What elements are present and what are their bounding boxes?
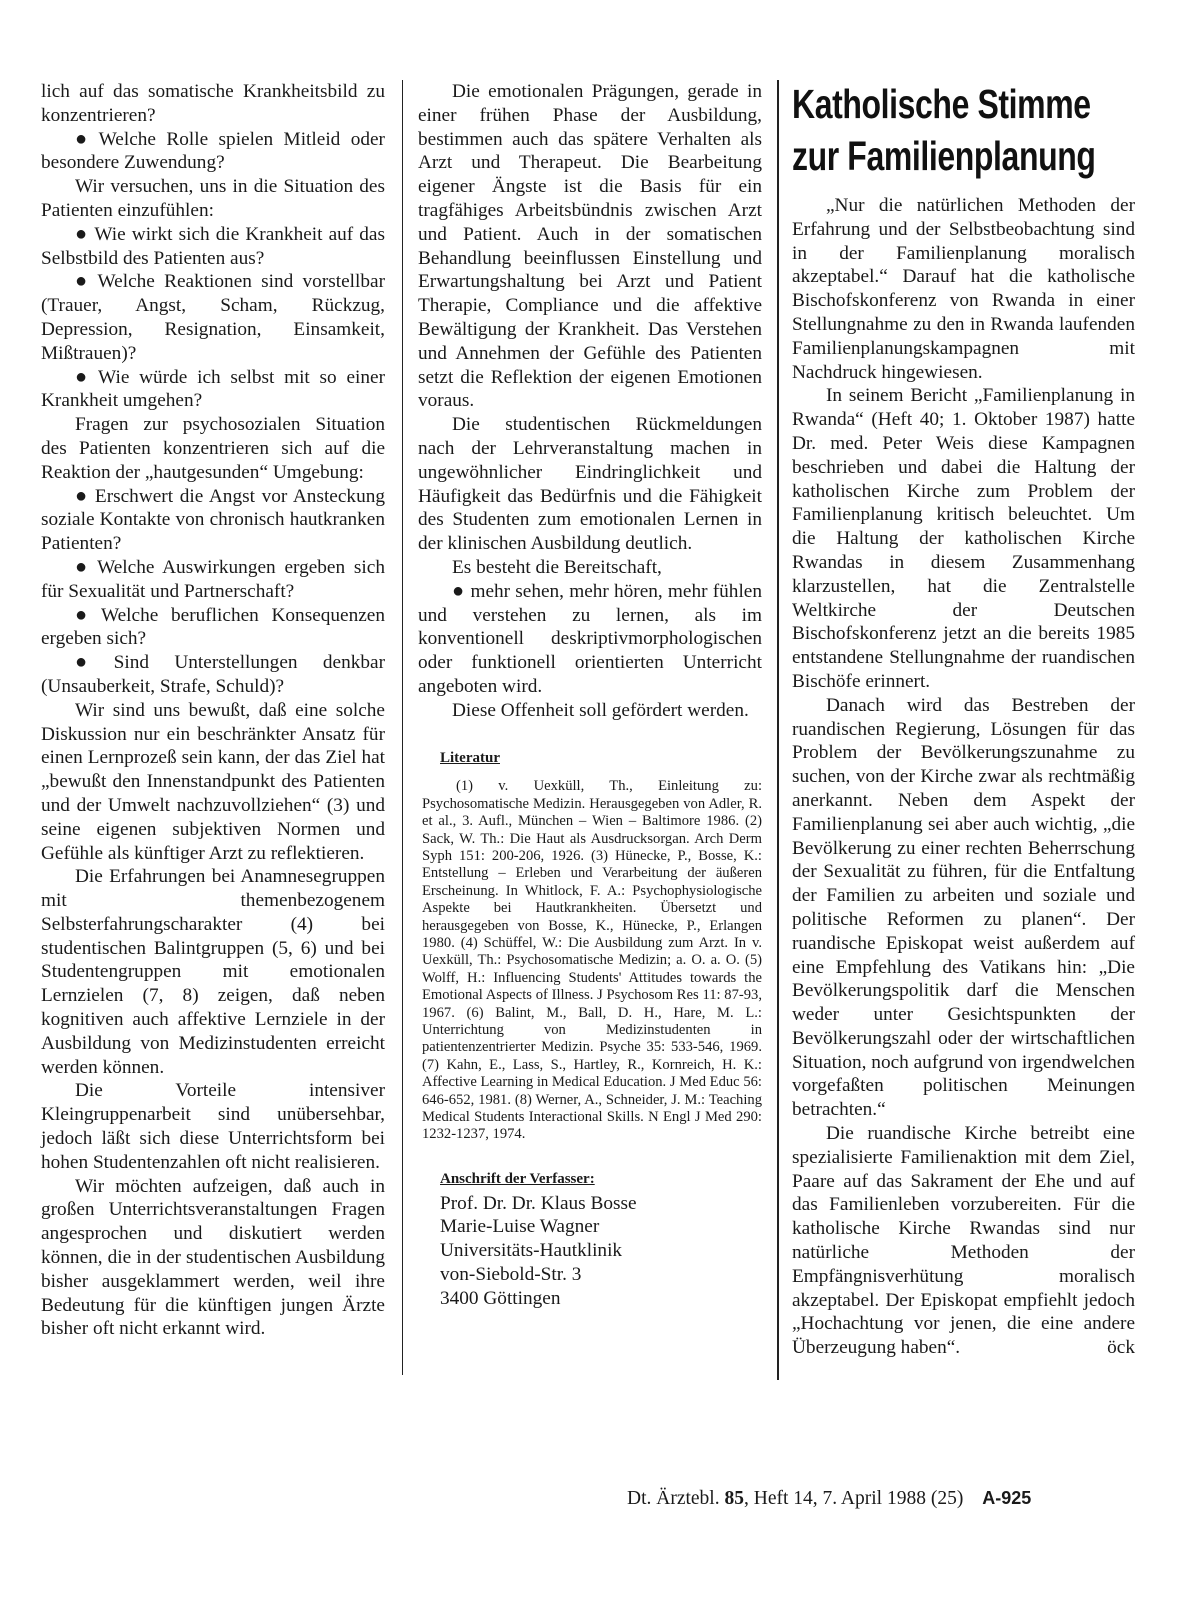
bullet-paragraph: [41, 485, 385, 556]
paragraph-text: Sind Unterstellungen denkbar (Unsauberkeit, Strafe, Schuld)?: [41, 652, 385, 697]
article-column-2: [418, 80, 762, 1311]
bullet-paragraph: [41, 223, 385, 271]
journal-volume: 85: [724, 1488, 744, 1509]
column-divider-1: [402, 80, 403, 1375]
paragraph: [792, 194, 1135, 384]
news-headline: [792, 78, 1096, 182]
bullet-paragraph: [41, 366, 385, 414]
paragraph: [41, 413, 385, 484]
bullet-paragraph: [41, 556, 385, 604]
paragraph: [418, 699, 762, 723]
issue-info: , Heft 14, 7. April 1988 (25): [743, 1488, 964, 1509]
news-article-column: [792, 194, 1135, 1360]
paragraph-text: Welche Rolle spielen Mitleid oder besondere Zuwendung?: [41, 128, 385, 174]
paragraph-text: In seinem Bericht „Familienplanung in Rwanda“ (Heft 40; 1. Oktober 1987) hatte Dr. med. Peter Weis diese Kampagnen beschrieben und dabei die Haltung der katholischen Kirche zum Problem der Familienplanung kritisch beleuchtet. Um die Haltung der katholischen Kirche Rwandas in diesem Zusammenhang klarzustellen, hat die Zentralstelle Weltkirche der Deutschen Bischofskonferenz jetzt an die bereits 1985 entstandene Stellungnahme der ruandischen Bischöfe erinnert.: [792, 385, 1135, 692]
paragraph-text: Die studentischen Rückmeldungen nach der Lehrveranstaltung machen in ungewöhnlicher Eindringlichkeit und Häufigkeit das Bedürfnis und die Fähigkeit des Studenten zum emotionalen Lernen in der klinischen Ausbildung deutlich.: [418, 414, 762, 555]
article-column-1: [41, 80, 385, 1341]
paragraph: [41, 80, 385, 128]
paragraph: [792, 694, 1135, 1122]
literature-heading: Literatur: [440, 749, 500, 766]
paragraph: [418, 556, 762, 580]
paragraph-text: „Nur die natürlichen Methoden der Erfahrung und der Selbstbeobachtung sind in der Familienplanung moralisch akzeptabel.“ Darauf hat die katholische Bischofskonferenz von Rwanda in einer Stellungnahme zu den in Rwanda laufenden Familienplanungskampagnen mit Nachdruck hingewiesen.: [792, 195, 1135, 383]
paragraph: [41, 175, 385, 223]
bullet-paragraph: [41, 270, 385, 365]
paragraph-text: Erschwert die Angst vor Ansteckung soziale Kontakte von chronisch hautkranken Patienten?: [41, 485, 385, 555]
journal-name: Dt. Ärztebl.: [627, 1488, 720, 1509]
bullet-icon: ●: [75, 484, 89, 507]
paragraph: [41, 865, 385, 1079]
paragraph-text: Wie wirkt sich die Krankheit auf das Selbstbild des Patienten aus?: [41, 223, 385, 269]
paragraph-text: Die Erfahrungen bei Anamnesegruppen mit themenbezogenem Selbsterfahrungscharakter (4) bei studentischen Balintgruppen (5, 6) und bei Studentengruppen mit emotionalen Lernzielen (7, 8) zeigen, daß neben kognitiven auch affektive Lernziele in der Ausbildung von Medizinstudenten erreicht werden können.: [41, 866, 385, 1078]
paragraph-text: Es besteht die Bereitschaft,: [452, 556, 662, 578]
article-body-continued: [418, 80, 762, 723]
bullet-icon: ●: [75, 127, 93, 150]
bullet-icon: ●: [75, 555, 92, 578]
author-address: [418, 1192, 762, 1311]
paragraph-text: lich auf das somatische Krankheitsbild zu konzentrieren?: [41, 81, 385, 126]
paragraph-text: Welche Reaktionen sind vorstellbar (Trauer, Angst, Scham, Rückzug, Depression, Resignation, Einsamkeit, Mißtrauen)?: [41, 271, 385, 364]
bullet-icon: ●: [75, 651, 108, 674]
paragraph-text: Fragen zur psychosozialen Situation des Patienten konzentrieren sich auf die Reaktion der „hautgesunden“ Umgebung:: [41, 414, 385, 483]
paragraph-text: Wir sind uns bewußt, daß eine solche Diskussion nur ein beschränkter Ansatz für einen Lernprozeß sein kann, der das Ziel hat „bewußt den Innenstandpunkt des Patienten und der Umwelt nachzuvollziehen“ (3) und seine eigenen subjektiven Normen und Gefühle als künftiger Arzt zu reflektieren.: [41, 699, 385, 864]
paragraph-text: Die Vorteile intensiver Kleingruppenarbeit sind unübersehbar, jedoch läßt sich diese Unterrichtsform bei hohen Studentenzahlen oft nicht realisieren.: [41, 1080, 385, 1173]
address-heading: Anschrift der Verfasser:: [440, 1170, 595, 1187]
headline-line-1: Katholische Stimme: [792, 81, 1091, 127]
headline-line-2: zur Familienplanung: [792, 133, 1096, 179]
page-footer: [627, 1488, 1031, 1510]
paragraph-text: Wir versuchen, uns in die Situation des Patienten einzufühlen:: [41, 176, 385, 221]
paragraph-text: Diese Offenheit soll gefördert werden.: [452, 699, 749, 721]
bullet-icon: ●: [75, 270, 92, 293]
bullet-paragraph: [41, 128, 385, 176]
paragraph: [418, 80, 762, 413]
paragraph-text: Wie würde ich selbst mit so einer Krankheit umgehen?: [41, 366, 385, 412]
paragraph-text: Welche Auswirkungen ergeben sich für Sexualität und Partnerschaft?: [41, 556, 385, 602]
address-line: Universitäts-Hautklinik: [440, 1240, 623, 1262]
literature-references: (1) v. Uexküll, Th., Einleitung zu: Psychosomatische Medizin. Herausgegeben von Adler, R. et al., 3. Aufl., München – Wien – Baltimore 1986. (2) Sack, W. Th.: Die Haut als Ausdrucksorgan. Arch Derm Syph 151: 200-206, 1926. (3) Hünecke, P., Bosse, K.: Entstellung – Erleben und Verarbeitung der äußeren Erscheinung. In Whitlock, F. A.: Psychophysiologische Aspekte bei Hautkrankheiten. Übersetzt und herausgegeben von Bosse, K., Hünecke, P., Erlangen 1980. (4) Schüffel, W.: Die Ausbildung zum Arzt. In v. Uexküll, Th.: Psychosomatische Medizin; a. O. a. O. (5) Wolff, H.: Influencing Students' Attitudes towards the Emotional Aspects of Illness. J Psychosom Res 11: 87-93, 1967. (6) Balint, M., Ball, D. H., Hare, M. L.: Unterrichtung von Medizinstudenten in patientenzentrierter Medizin. Psyche 35: 533-546, 1969. (7) Kahn, E., Lass, S., Hartley, R., Kornreich, H. K.: Affective Learning in Medical Education. J Med Educ 56: 646-652, 1981. (8) Werner, A., Schneider, J. M.: Teaching Medical Students Interactional Skills. N Engl J Med 290: 1232-1237, 1974.: [422, 778, 762, 1143]
address-line: 3400 Göttingen: [440, 1287, 561, 1309]
bullet-icon: ●: [452, 579, 465, 602]
paragraph: [792, 384, 1135, 693]
bullet-icon: ●: [75, 222, 89, 245]
bullet-paragraph: [41, 604, 385, 652]
bullet-icon: ●: [75, 365, 93, 388]
column-divider-2: [777, 80, 779, 1380]
paragraph: [418, 413, 762, 556]
paragraph-text: Wir möchten aufzeigen, daß auch in großen Unterrichtsveranstaltungen Fragen angesprochen und diskutiert werden können, die in der studentischen Ausbildung bisher ausgeklammert werden, weil ihre Bedeutung für die künftigen jungen Ärzte bisher oft nicht erkannt wird.: [41, 1175, 385, 1340]
address-line: Prof. Dr. Dr. Klaus Bosse: [440, 1192, 637, 1214]
paragraph-text: mehr sehen, mehr hören, mehr fühlen und verstehen zu lernen, als im konventionell deskriptivmorphologischen oder funktionell orientierten Unterricht angeboten wird.: [418, 580, 762, 697]
paragraph-text: Danach wird das Bestreben der ruandischen Regierung, Lösungen für das Problem der Bevölkerungszunahme zu suchen, von der Kirche zwar als rechtmäßig anerkannt. Neben dem Aspekt der Familienplanung sei aber auch wichtig, „die Bevölkerung zu einer rechten Beherrschung der Sexualität zu führen, für die Entfaltung der Familien zu arbeiten und soziale und politische Reformen zu planen“. Der ruandische Episkopat weist außerdem auf eine Empfehlung des Vatikans hin: „Die Bevölkerungspolitik darf die Menschen weder unter Gesichtspunkten der Bevölkerungszahl oder der wirtschaftlichen Situation, noch aufgrund von irgendwelchen vorgefaßten politischen Meinungen betrachten.“: [792, 694, 1135, 1121]
page-number: A-925: [982, 1488, 1032, 1508]
author-signature: öck: [1107, 1337, 1135, 1359]
paragraph-text: Die emotionalen Prägungen, gerade in einer frühen Phase der Ausbildung, bestimmen auch das spätere Verhalten als Arzt und Therapeut. Die Bearbeitung eigener Ängste ist die Basis für ein tragfähiges Arbeitsbündnis zwischen Arzt und Patient. Auch in der somatischen Behandlung beeinflussen Einstellung und Erwartungshaltung bei Arzt und Patient Therapie, Compliance und die affektive Bewältigung der Krankheit. Das Verstehen und Annehmen der Gefühle des Patienten setzt die Reflektion der eigenen Emotionen voraus.: [418, 81, 762, 412]
address-line: von-Siebold-Str. 3: [440, 1264, 582, 1286]
bullet-icon: ●: [75, 603, 95, 626]
bullet-paragraph: [418, 580, 762, 699]
address-line: Marie-Luise Wagner: [440, 1216, 600, 1238]
paragraph: [41, 1079, 385, 1174]
paragraph-text: Welche beruflichen Konsequenzen ergeben sich?: [41, 604, 385, 650]
bullet-paragraph: [41, 651, 385, 699]
paragraph: [792, 1122, 1135, 1360]
paragraph: [41, 699, 385, 866]
paragraph: [41, 1175, 385, 1342]
paragraph-text: Die ruandische Kirche betreibt eine spezialisierte Familienaktion mit dem Ziel, Paare auf das Sakrament der Ehe und auf das Familienleben vorzubereiten. Für die katholische Kirche Rwandas sind nur natürliche Methoden der Empfängnisverhütung moralisch akzeptabel. Der Episkopat empfiehlt jedoch „Hochachtung vor jenen, die eine andere Überzeugung haben“.: [792, 1123, 1135, 1359]
